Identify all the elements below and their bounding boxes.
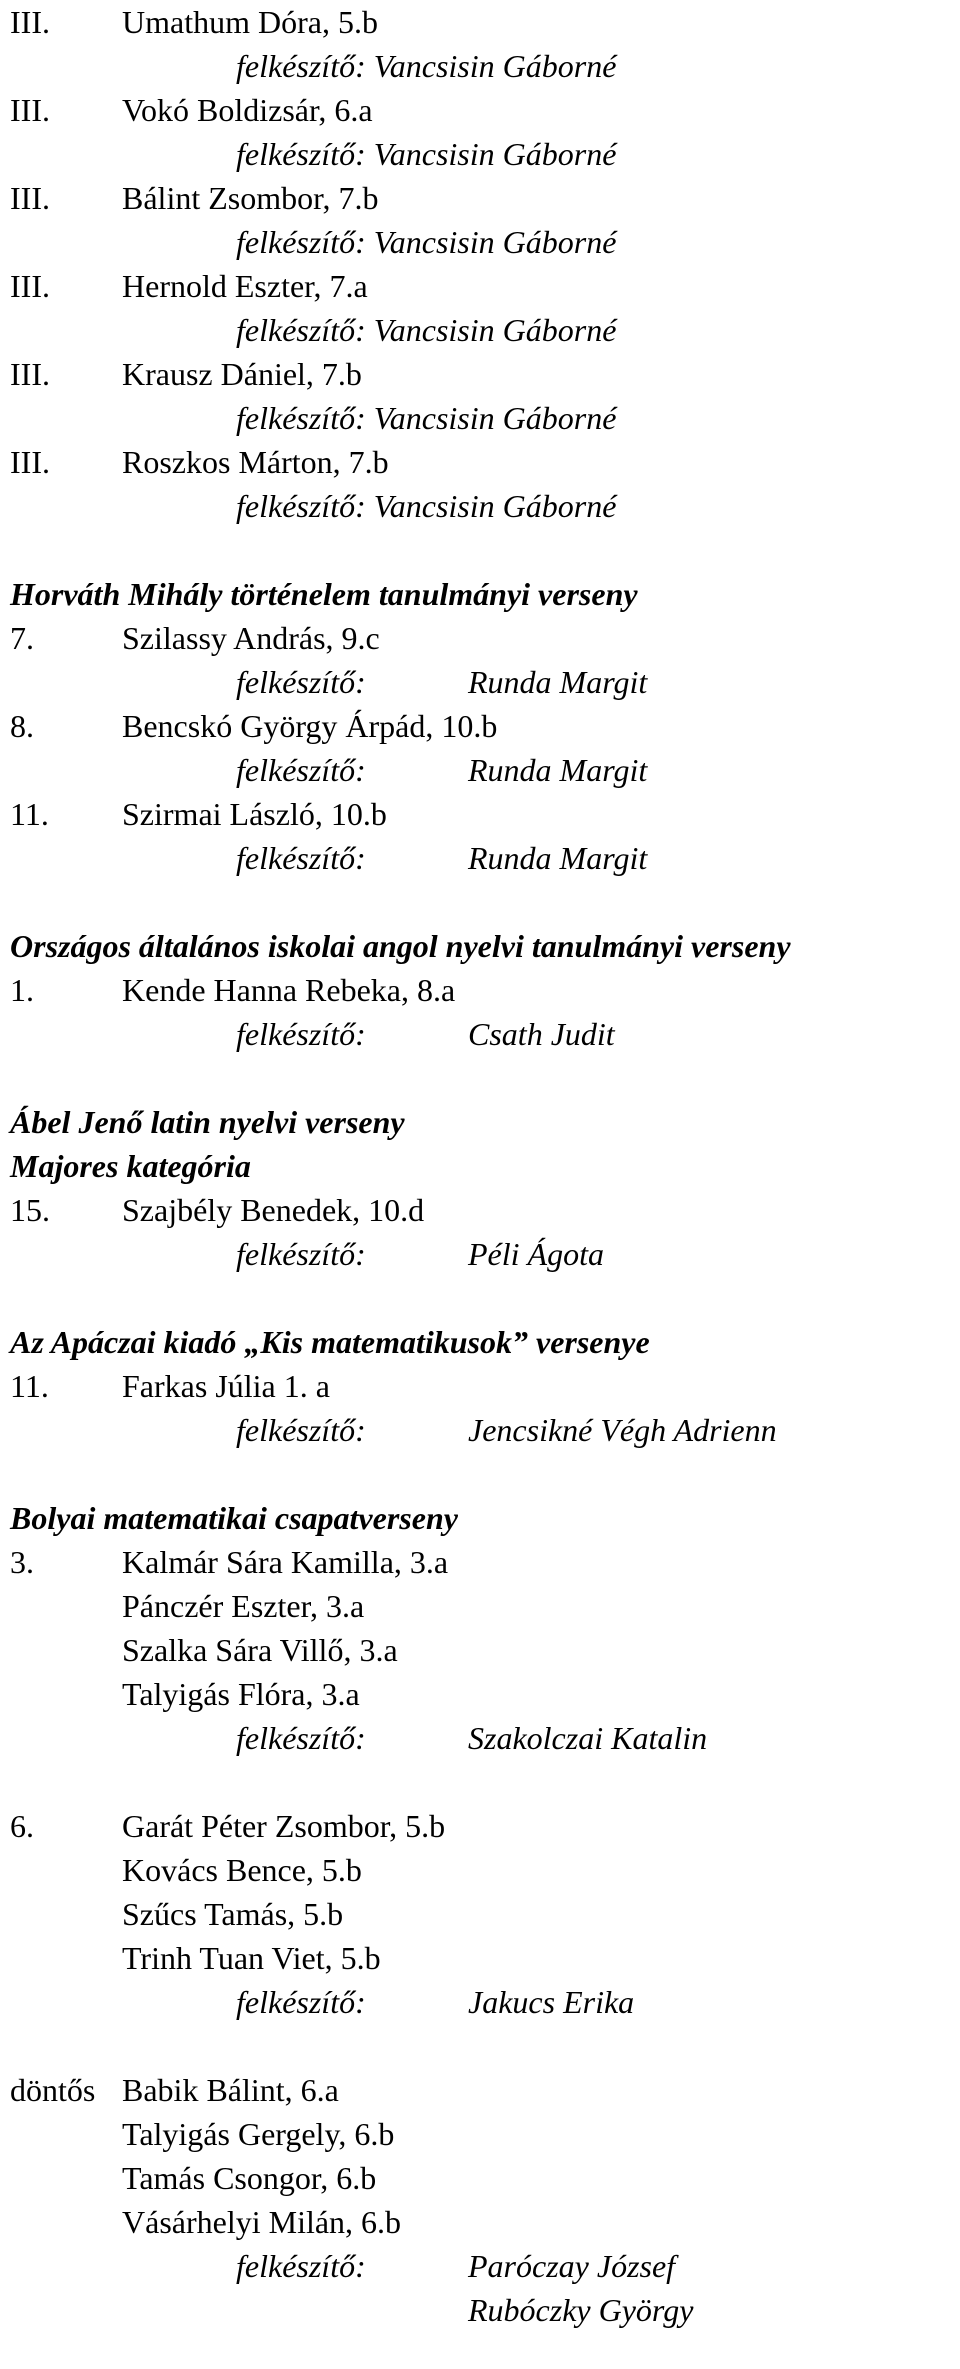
teacher-line: felkészítő: Vancsisin Gáborné [236, 224, 617, 260]
teacher-name: Rubóczky György [468, 2292, 694, 2328]
rank: 11. [10, 796, 49, 832]
teacher-name: Runda Margit [468, 840, 648, 876]
teacher-label: felkészítő: [236, 1236, 366, 1272]
rank: 11. [10, 1368, 49, 1404]
rank: 1. [10, 972, 34, 1008]
teacher-line: felkészítő: Vancsisin Gáborné [236, 136, 617, 172]
rank: 3. [10, 1544, 34, 1580]
student-name: Kovács Bence, 5.b [122, 1852, 362, 1888]
student-name: Bencskó György Árpád, 10.b [122, 708, 498, 744]
rank: III. [10, 4, 50, 40]
competition-title: Az Apáczai kiadó „Kis matematikusok” versenye [10, 1324, 650, 1360]
teacher-name: Jencsikné Végh Adrienn [468, 1412, 777, 1448]
teacher-line: felkészítő: Vancsisin Gáborné [236, 48, 617, 84]
teacher-name: Paróczay József [468, 2248, 676, 2284]
teacher-line: felkészítő: Vancsisin Gáborné [236, 400, 617, 436]
rank: 8. [10, 708, 34, 744]
teacher-line: felkészítő: Vancsisin Gáborné [236, 488, 617, 524]
student-name: Farkas Júlia 1. a [122, 1368, 330, 1404]
teacher-name: Csath Judit [468, 1016, 615, 1052]
student-name: Szűcs Tamás, 5.b [122, 1896, 344, 1932]
rank: 15. [10, 1192, 50, 1228]
student-name: Talyigás Gergely, 6.b [122, 2116, 395, 2152]
competition-title: Ábel Jenő latin nyelvi verseny [10, 1104, 405, 1140]
teacher-name: Péli Ágota [468, 1236, 604, 1272]
student-name: Umathum Dóra, 5.b [122, 4, 378, 40]
rank: III. [10, 180, 50, 216]
teacher-label: felkészítő: [236, 664, 366, 700]
student-name: Bálint Zsombor, 7.b [122, 180, 379, 216]
student-name: Szajbély Benedek, 10.d [122, 1192, 425, 1228]
student-name: Hernold Eszter, 7.a [122, 268, 368, 304]
student-name: Vokó Boldizsár, 6.a [122, 92, 373, 128]
rank: 7. [10, 620, 34, 656]
teacher-name: Szakolczai Katalin [468, 1720, 708, 1756]
teacher-label: felkészítő: [236, 1984, 366, 2020]
rank: döntős [10, 2072, 96, 2108]
teacher-label: felkészítő: [236, 840, 366, 876]
competition-title: Horváth Mihály történelem tanulmányi verseny [10, 576, 638, 612]
student-name: Szalka Sára Villő, 3.a [122, 1632, 398, 1668]
student-name: Trinh Tuan Viet, 5.b [122, 1940, 381, 1976]
student-name: Pánczér Eszter, 3.a [122, 1588, 365, 1624]
teacher-label: felkészítő: [236, 1412, 366, 1448]
teacher-label: felkészítő: [236, 1720, 366, 1756]
student-name: Kende Hanna Rebeka, 8.a [122, 972, 456, 1008]
student-name: Kalmár Sára Kamilla, 3.a [122, 1544, 449, 1580]
student-name: Vásárhelyi Milán, 6.b [122, 2204, 402, 2240]
student-name: Krausz Dániel, 7.b [122, 356, 362, 392]
teacher-label: felkészítő: [236, 1016, 366, 1052]
rank: III. [10, 356, 50, 392]
teacher-line: felkészítő: Vancsisin Gáborné [236, 312, 617, 348]
student-name: Garát Péter Zsombor, 5.b [122, 1808, 446, 1844]
rank: III. [10, 268, 50, 304]
student-name: Tamás Csongor, 6.b [122, 2160, 377, 2196]
teacher-name: Runda Margit [468, 752, 648, 788]
teacher-name: Jakucs Erika [468, 1984, 635, 2020]
teacher-label: felkészítő: [236, 2248, 366, 2284]
rank: 6. [10, 1808, 34, 1844]
student-name: Babik Bálint, 6.a [122, 2072, 339, 2108]
student-name: Szilassy András, 9.c [122, 620, 380, 656]
student-name: Talyigás Flóra, 3.a [122, 1676, 360, 1712]
category-title: Majores kategória [10, 1148, 251, 1184]
teacher-label: felkészítő: [236, 752, 366, 788]
competition-title: Bolyai matematikai csapatverseny [10, 1500, 458, 1536]
teacher-name: Runda Margit [468, 664, 648, 700]
competition-title: Országos általános iskolai angol nyelvi tanulmányi verseny [10, 928, 791, 964]
rank: III. [10, 444, 50, 480]
student-name: Roszkos Márton, 7.b [122, 444, 389, 480]
rank: III. [10, 92, 50, 128]
student-name: Szirmai László, 10.b [122, 796, 387, 832]
